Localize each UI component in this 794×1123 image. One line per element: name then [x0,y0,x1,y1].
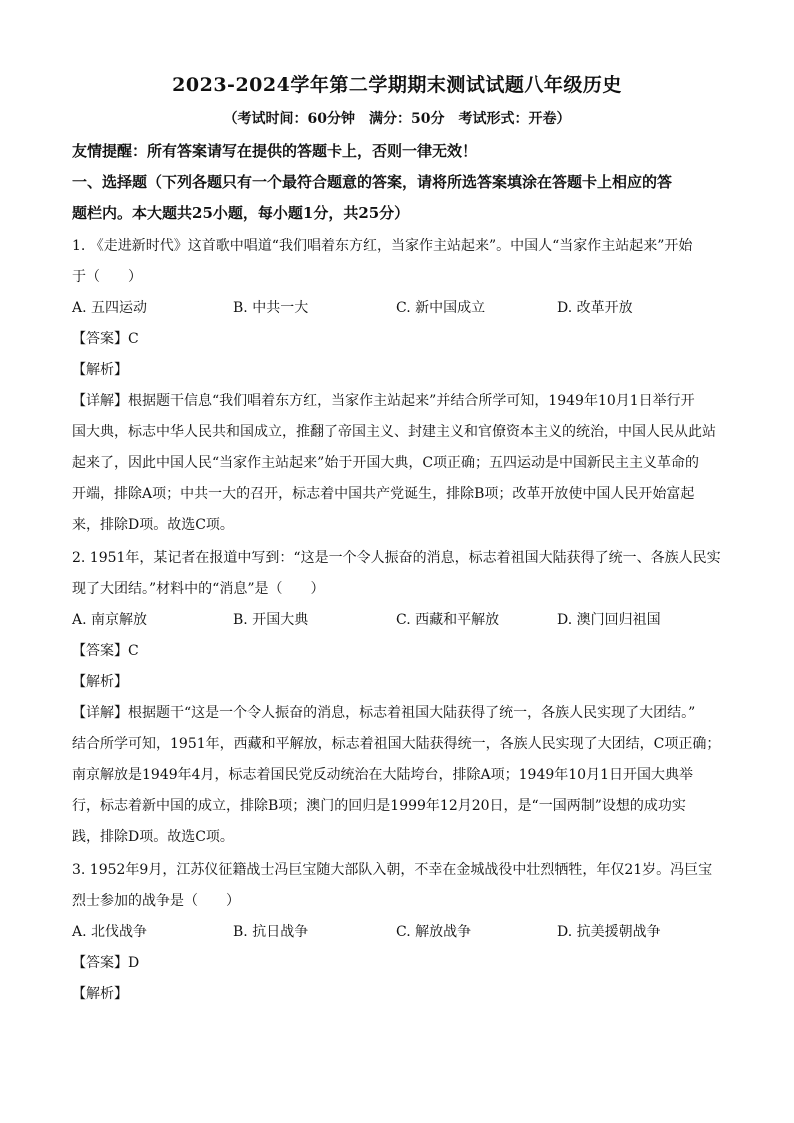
question-1-stem-line2: 于（ ） [72,269,142,285]
question-1-option-c: C. 新中国成立 [396,300,486,316]
question-1-detail-line3: 起来了，因此中国人民“当家作主站起来”始于开国大典，C项正确；五四运动是中国新民主主义革命的 [72,455,700,471]
question-1-detail-line2: 国大典，标志中华人民共和国成立，推翻了帝国主义、封建主义和官僚资本主义的统治，中国人民从此站 [72,424,716,440]
section-heading-line2: 题栏内。本大题共25小题，每小题1分，共25分） [72,204,410,222]
question-1-stem-line1: 1. 《走进新时代》这首歌中唱道“我们唱着东方红，当家作主站起来”。中国人“当家作主站起来”开始 [72,238,693,254]
question-1-detail-line5: 来，排除D项。故选C项。 [72,517,234,533]
question-2-option-b: B. 开国大典 [233,612,309,628]
question-1-answer: 【答案】C [72,331,139,347]
question-3-stem-line1: 3. 1952年9月，江苏仪征籍战士冯巨宝随大部队入朝，不幸在金城战役中壮烈牺牲，年仅21岁。冯巨宝 [72,862,713,878]
question-1-detail-line4: 开端，排除A项；中共一大的召开，标志着中国共产党诞生，排除B项；改革开放使中国人民开始富起 [72,486,695,502]
question-3-option-c: C. 解放战争 [396,924,472,940]
question-2-detail-line3: 南京解放是1949年4月，标志着国民党反动统治在大陆垮台，排除A项；1949年10月1日开国大典举 [72,767,693,783]
question-1-option-b: B. 中共一大 [233,300,309,316]
question-1-analysis-label: 【解析】 [72,362,128,378]
question-3-stem-line2: 烈士参加的战争是（ ） [72,893,240,909]
exam-subtitle: （考试时间：60分钟 满分：50分 考试形式：开卷） [223,111,571,127]
question-2-option-c: C. 西藏和平解放 [396,612,500,628]
exam-title: 2023-2024学年第二学期期末测试试题八年级历史 [172,74,622,96]
question-1-detail-line1: 【详解】根据题干信息“我们唱着东方红，当家作主站起来”并结合所学可知，1949年10月1日举行开 [72,393,695,409]
question-2-stem-line1: 2. 1951年，某记者在报道中写到：“这是一个令人振奋的消息，标志着祖国大陆获得了统一、各族人民实 [72,550,721,566]
question-2-option-d: D. 澳门回归祖国 [557,612,661,628]
question-2-detail-line5: 践，排除D项。故选C项。 [72,829,234,845]
question-3-answer: 【答案】D [72,955,140,971]
section-heading-line1: 一、选择题（下列各题只有一个最符合题意的答案，请将所选答案填涂在答题卡上相应的答 [72,173,673,191]
question-3-analysis-label: 【解析】 [72,986,128,1002]
question-2-detail-line2: 结合所学可知，1951年，西藏和平解放，标志着祖国大陆获得统一，各族人民实现了大团结，C项正确； [72,736,721,752]
question-1-option-a: A. 五四运动 [72,300,148,316]
question-2-detail-line1: 【详解】根据题干“这是一个令人振奋的消息，标志着祖国大陆获得了统一，各族人民实现了大团结。” [72,705,696,721]
question-2-option-a: A. 南京解放 [72,612,148,628]
reminder-text: 友情提醒：所有答案请写在提供的答题卡上，否则一律无效！ [72,142,478,160]
question-1-option-d: D. 改革开放 [557,300,633,316]
question-3-option-d: D. 抗美援朝战争 [557,924,661,940]
question-2-answer: 【答案】C [72,643,139,659]
question-2-stem-line2: 现了大团结。”材料中的“消息”是（ ） [72,581,325,597]
question-2-detail-line4: 行，标志着新中国的成立，排除B项；澳门的回归是1999年12月20日，是“一国两制”设想的成功实 [72,798,686,814]
question-3-option-b: B. 抗日战争 [233,924,309,940]
question-2-analysis-label: 【解析】 [72,674,128,690]
question-3-option-a: A. 北伐战争 [72,924,148,940]
